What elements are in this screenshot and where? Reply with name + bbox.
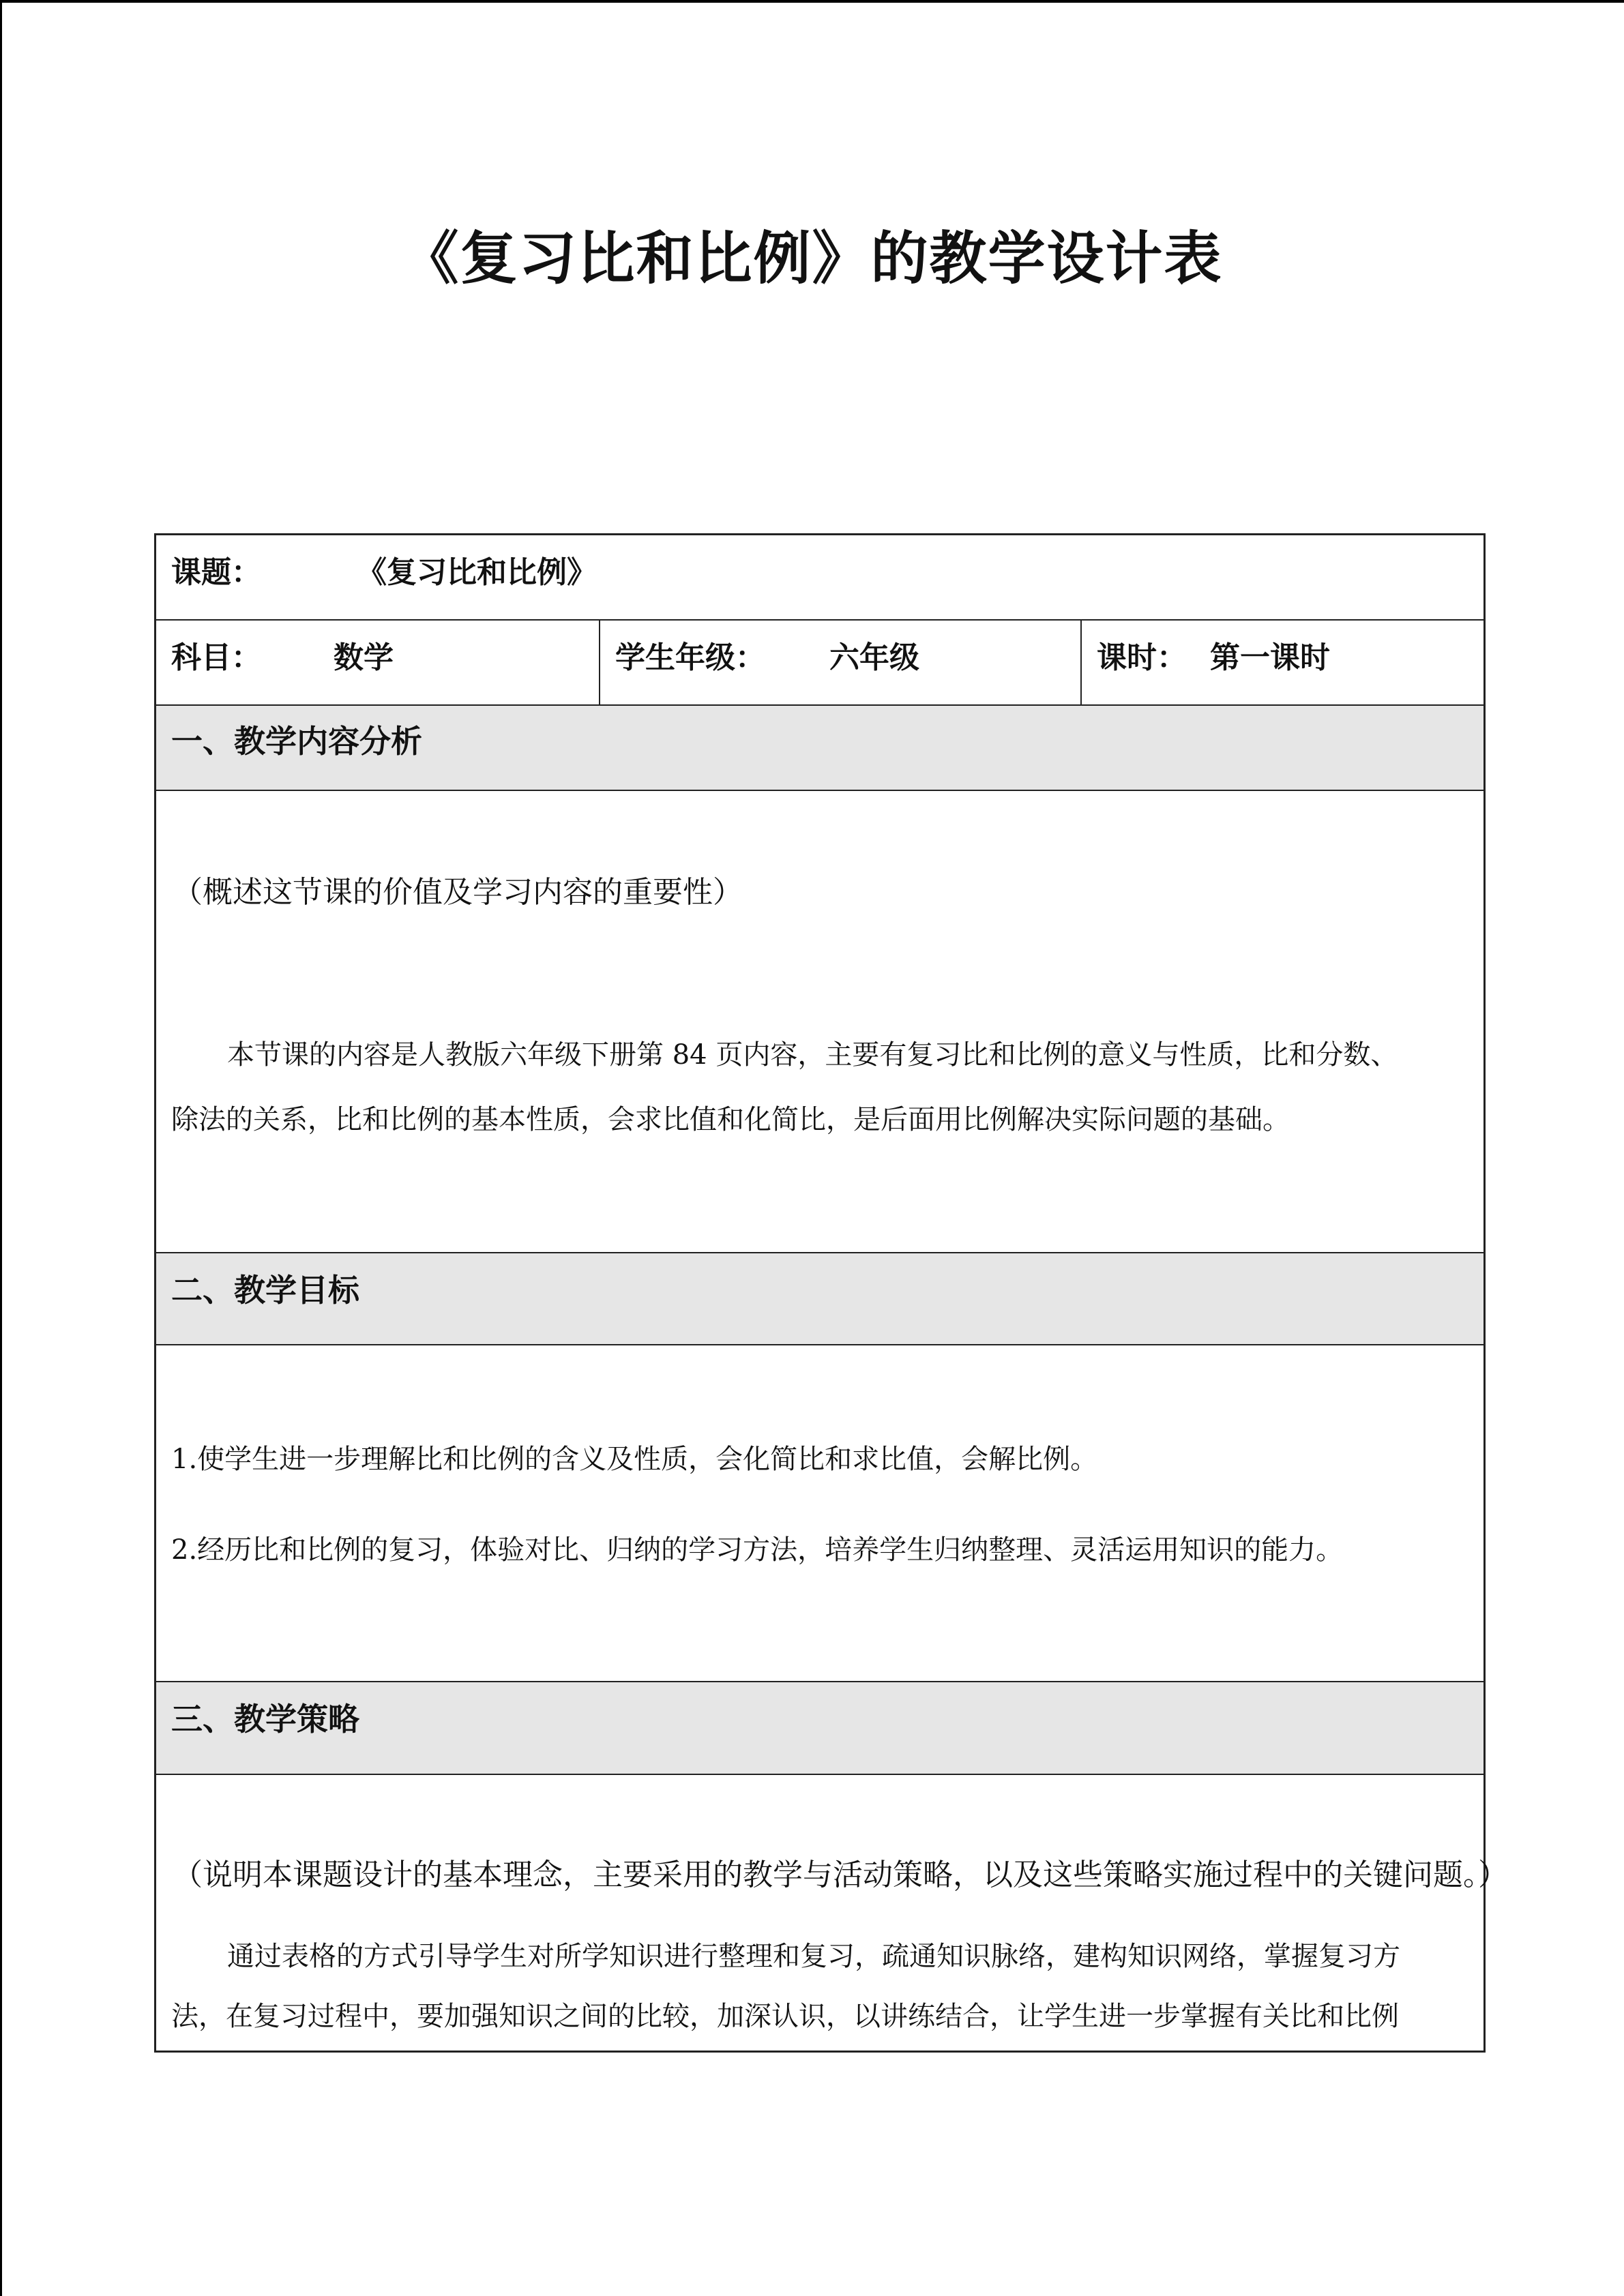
objective-item: 2.经历比和比例的复习，体验对比、归纳的学习方法，培养学生归纳整理、灵活运用知识的能力。 — [171, 1534, 1344, 1566]
section-note: （说明本课题设计的基本理念，主要采用的教学与活动策略，以及这些策略实施过程中的关键问题。） — [173, 1858, 1508, 1892]
paragraph-line: 法，在复习过程中，要加强知识之间的比较，加深认识，以讲练结合，让学生进一步掌握有关比和比例 — [171, 2001, 1399, 2032]
row-topic — [156, 535, 1483, 621]
section-content-analysis-header — [156, 706, 1483, 791]
period-value: 第一课时 — [1210, 640, 1330, 675]
period-label: 课时： — [1097, 640, 1187, 675]
subject-label: 科目： — [171, 640, 261, 675]
grade-cell — [600, 621, 1082, 704]
lesson-design-table — [154, 533, 1508, 2053]
row-course-info — [156, 621, 1483, 706]
paragraph-line: 除法的关系，比和比例的基本性质，会求比值和化简比，是后面用比例解决实际问题的基础。 — [171, 1104, 1290, 1135]
section-note: （概述这节课的价值及学习内容的重要性） — [173, 875, 743, 910]
topic-label: 课题： — [171, 555, 261, 590]
objective-item: 1.使学生进一步理解比和比例的含义及性质，会化简比和求比值，会解比例。 — [171, 1444, 1098, 1475]
document-title: 《复习比和比例》的教学设计表 — [401, 224, 1223, 292]
grade-label: 学生年级： — [615, 640, 765, 675]
section-strategy-header — [156, 1682, 1483, 1775]
page-top-border — [0, 0, 1624, 3]
grade-value: 六年级 — [829, 640, 919, 675]
page-left-border — [0, 0, 2, 2296]
period-cell — [1082, 621, 1483, 704]
topic-value: 《复习比和比例》 — [357, 555, 597, 590]
section-objectives-header — [156, 1253, 1483, 1345]
section-heading: 一、教学内容分析 — [171, 723, 422, 760]
paragraph-line: 本节课的内容是人教版六年级下册第 84 页内容，主要有复习比和比例的意义与性质，比和分数、 — [227, 1039, 1398, 1071]
section-content-analysis-body — [156, 791, 1483, 1253]
paragraph-line: 通过表格的方式引导学生对所学知识进行整理和复习，疏通知识脉络，建构知识网络，掌握复习方 — [227, 1941, 1400, 1972]
subject-cell — [156, 621, 600, 704]
section-strategy-body — [156, 1775, 1508, 2051]
section-heading: 三、教学策略 — [171, 1701, 359, 1738]
subject-value: 数学 — [334, 640, 394, 675]
section-objectives-body — [156, 1345, 1483, 1682]
section-heading: 二、教学目标 — [171, 1272, 359, 1309]
